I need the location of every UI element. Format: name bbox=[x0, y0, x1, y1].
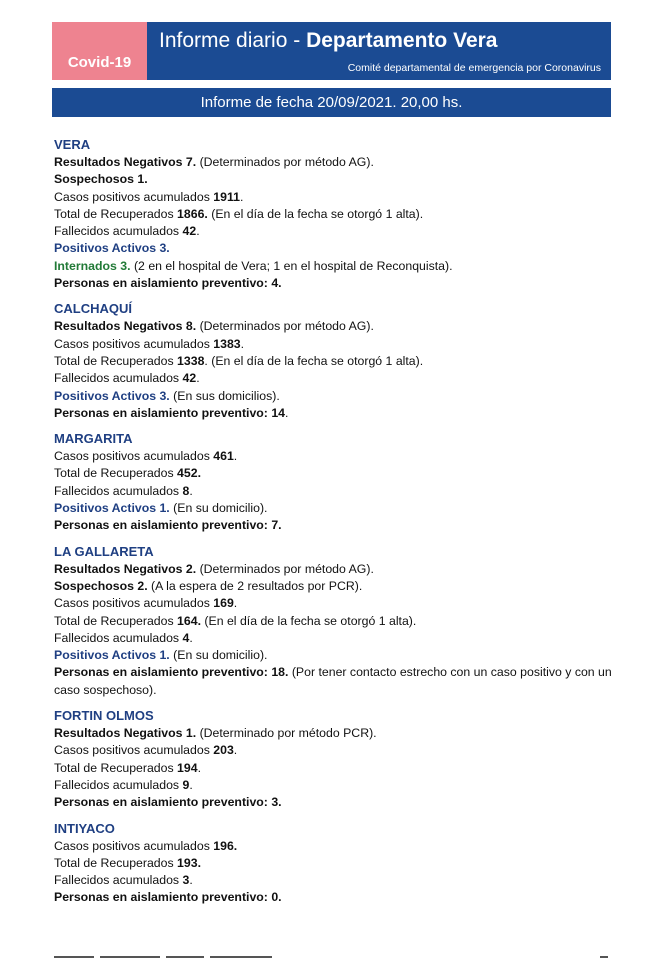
report-line bbox=[54, 206, 614, 223]
line-segment: 194 bbox=[177, 760, 198, 775]
line-segment: Fallecidos acumulados bbox=[54, 777, 183, 792]
line-segment: (En el día de la fecha se otorgó 1 alta). bbox=[200, 613, 417, 628]
section-calchaqu- bbox=[54, 300, 614, 422]
report-line bbox=[54, 517, 614, 534]
report-line bbox=[54, 318, 614, 335]
line-segment: 8 bbox=[182, 483, 190, 498]
line-segment: 461 bbox=[213, 449, 234, 464]
report-line bbox=[54, 855, 614, 872]
line-segment: . bbox=[240, 336, 245, 351]
line-segment: Sospechosos 2. bbox=[54, 578, 148, 593]
line-segment: (A la espera de 2 resultados por PCR). bbox=[147, 578, 363, 593]
section-title: LA GALLARETA bbox=[54, 543, 154, 559]
line-segment: 9 bbox=[182, 777, 190, 792]
line-segment: Casos positivos acumulados bbox=[54, 449, 214, 464]
report-line bbox=[54, 742, 614, 759]
line-segment: . bbox=[189, 630, 193, 645]
line-segment: Casos positivos acumulados bbox=[54, 596, 214, 611]
line-segment: (Determinados por método AG). bbox=[196, 155, 374, 169]
line-segment: Fallecidos acumulados bbox=[54, 371, 183, 386]
line-segment: 1866. bbox=[177, 206, 208, 221]
line-segment: (Determinados por método AG). bbox=[196, 319, 374, 334]
report-line bbox=[54, 872, 614, 889]
line-segment: 203 bbox=[213, 743, 234, 758]
line-segment: 164. bbox=[177, 613, 201, 628]
report-line bbox=[54, 388, 614, 405]
line-segment: Casos positivos acumulados bbox=[54, 743, 214, 758]
line-segment: (En su domicilio). bbox=[169, 501, 268, 516]
report-line bbox=[54, 154, 614, 171]
line-segment: . bbox=[233, 449, 238, 464]
line-segment: (En su domicilio). bbox=[169, 648, 268, 663]
line-segment: 42 bbox=[182, 371, 197, 386]
line-segment: . bbox=[189, 777, 193, 792]
line-segment: Casos positivos acumulados bbox=[54, 336, 214, 351]
line-segment: 169 bbox=[213, 596, 234, 611]
report-header bbox=[52, 22, 611, 80]
report-line bbox=[54, 370, 614, 387]
report-line bbox=[54, 171, 614, 188]
line-segment: . bbox=[285, 405, 289, 420]
line-segment: Fallecidos acumulados bbox=[54, 873, 183, 888]
report-line bbox=[54, 760, 614, 777]
line-segment: Casos positivos acumulados bbox=[54, 189, 214, 204]
report-line bbox=[54, 465, 614, 482]
report-title bbox=[159, 29, 497, 53]
line-segment: 1338 bbox=[177, 353, 205, 368]
line-segment: 42 bbox=[182, 224, 197, 239]
section-title: FORTIN OLMOS bbox=[54, 708, 154, 724]
line-segment: (Determinados por método AG). bbox=[196, 561, 374, 576]
report-line bbox=[54, 223, 614, 240]
line-segment: 1911 bbox=[213, 189, 240, 204]
report-title-department: Departamento Vera bbox=[306, 29, 498, 52]
line-segment: Positivos Activos 3. bbox=[54, 388, 170, 403]
line-segment: Positivos Activos 3. bbox=[54, 241, 170, 256]
line-segment: Resultados Negativos 1. bbox=[54, 726, 197, 741]
line-segment: Resultados Negativos 2. bbox=[54, 561, 197, 576]
report-line bbox=[54, 578, 614, 595]
line-segment: 452. bbox=[177, 466, 201, 481]
line-segment: . bbox=[197, 760, 201, 775]
section-title: INTIYACO bbox=[54, 820, 115, 836]
section-la-gallareta bbox=[54, 543, 614, 699]
line-segment: 3 bbox=[182, 873, 190, 888]
line-segment: Fallecidos acumulados bbox=[54, 630, 183, 645]
report-line bbox=[54, 240, 614, 257]
report-line bbox=[54, 500, 614, 517]
line-segment: (En sus domicilios). bbox=[169, 388, 280, 403]
line-segment: 1383 bbox=[213, 336, 241, 351]
report-line bbox=[54, 838, 614, 855]
section-title: VERA bbox=[54, 137, 91, 152]
report-line bbox=[54, 794, 614, 811]
line-segment: Total de Recuperados bbox=[54, 613, 178, 628]
line-segment: . bbox=[239, 189, 244, 204]
report-line bbox=[54, 664, 614, 699]
line-segment: Personas en aislamiento preventivo: 18. bbox=[54, 665, 289, 680]
line-segment: . bbox=[233, 596, 238, 611]
report-line bbox=[54, 448, 614, 465]
line-segment: Total de Recuperados bbox=[54, 206, 178, 221]
line-segment: Total de Recuperados bbox=[54, 855, 178, 870]
line-segment: . (En el día de la fecha se otorgó 1 alta). bbox=[204, 353, 424, 368]
line-segment: Resultados Negativos 8. bbox=[54, 319, 197, 334]
report-line bbox=[54, 405, 614, 422]
report-line bbox=[54, 258, 614, 275]
line-segment: Personas en aislamiento preventivo: 0. bbox=[54, 890, 282, 905]
line-segment: Personas en aislamiento preventivo: 3. bbox=[54, 795, 282, 810]
line-segment: 4 bbox=[182, 630, 190, 645]
section-fortin-olmos bbox=[54, 707, 614, 811]
line-segment: Fallecidos acumulados bbox=[54, 224, 183, 239]
line-segment: . bbox=[189, 483, 193, 498]
cut-off-footer-text bbox=[54, 956, 614, 960]
line-segment: Total de Recuperados bbox=[54, 466, 178, 481]
line-segment: . bbox=[189, 873, 193, 888]
line-segment: (2 en el hospital de Vera; 1 en el hospital de Reconquista). bbox=[130, 258, 453, 273]
header-title-panel bbox=[147, 22, 611, 80]
line-segment: (En el día de la fecha se otorgó 1 alta). bbox=[207, 206, 424, 221]
covid-badge bbox=[52, 22, 147, 80]
line-segment: Sospechosos 1. bbox=[54, 172, 148, 187]
report-line bbox=[54, 630, 614, 647]
report-line bbox=[54, 275, 614, 292]
line-segment: . bbox=[196, 224, 200, 239]
report-line bbox=[54, 777, 614, 794]
line-segment: (Determinado por método PCR). bbox=[196, 726, 377, 741]
report-title-prefix: Informe diario - bbox=[159, 29, 301, 52]
line-segment: (Por tener contacto estrecho con un caso positivo y con un caso sospechoso). bbox=[54, 665, 612, 697]
report-line bbox=[54, 561, 614, 578]
line-segment: Total de Recuperados bbox=[54, 353, 178, 368]
section-intiyaco bbox=[54, 820, 614, 907]
line-segment: Personas en aislamiento preventivo: 4. bbox=[54, 276, 282, 291]
line-segment: Positivos Activos 1. bbox=[54, 501, 170, 516]
line-segment: Internados 3. bbox=[54, 258, 131, 273]
line-segment: Resultados Negativos 7. bbox=[54, 155, 197, 169]
covid-badge-label: Covid-19 bbox=[67, 54, 132, 71]
line-segment: 196. bbox=[213, 838, 238, 853]
report-subtitle: Comité departamental de emergencia por Coronavirus bbox=[347, 62, 601, 74]
line-segment: Fallecidos acumulados bbox=[54, 483, 183, 498]
line-segment: 193. bbox=[177, 855, 201, 870]
line-segment: Positivos Activos 1. bbox=[54, 648, 170, 663]
section-vera bbox=[54, 136, 614, 292]
report-line bbox=[54, 595, 614, 612]
report-line bbox=[54, 336, 614, 353]
report-date-bar: Informe de fecha 20/09/2021. 20,00 hs. bbox=[52, 88, 611, 117]
report-line bbox=[54, 613, 614, 630]
line-segment: Personas en aislamiento preventivo: 14 bbox=[54, 405, 285, 420]
line-segment: . bbox=[233, 743, 238, 758]
section-margarita bbox=[54, 430, 614, 534]
report-line bbox=[54, 189, 614, 206]
line-segment: Personas en aislamiento preventivo: 7. bbox=[54, 518, 282, 533]
report-body bbox=[54, 136, 614, 915]
line-segment: . bbox=[196, 371, 200, 386]
report-line bbox=[54, 483, 614, 500]
report-line bbox=[54, 725, 614, 742]
report-line bbox=[54, 889, 614, 906]
line-segment: Casos positivos acumulados bbox=[54, 838, 214, 853]
report-line bbox=[54, 647, 614, 664]
line-segment: Total de Recuperados bbox=[54, 760, 178, 775]
section-title: CALCHAQUÍ bbox=[54, 301, 132, 317]
section-title: MARGARITA bbox=[54, 431, 133, 447]
report-line bbox=[54, 353, 614, 370]
